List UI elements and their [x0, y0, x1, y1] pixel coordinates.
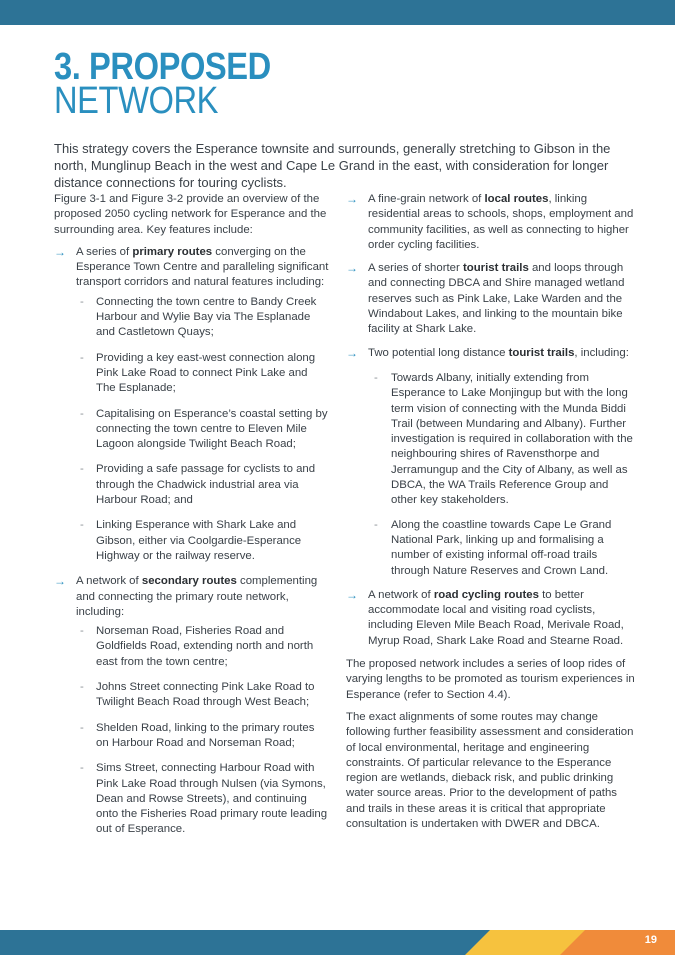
- long-distance-trails-sublist: [368, 371, 636, 579]
- page-title-line2: NETWORK: [54, 80, 219, 122]
- list-item: - Providing a key east-west connection along Pink Lake Road to connect Pink Lake and The Esplanade;: [80, 351, 316, 395]
- dash-icon: -: [80, 625, 84, 638]
- list-item: - Linking Esperance with Shark Lake and Gibson, either via Coolgardie-Esperance Highway or the railway reserve.: [80, 519, 302, 562]
- local-routes-item: → A fine-grain network of local routes, linking residential areas to schools, shops, employment and community facilities, as well as connecting to higher order cycling facilities.: [346, 192, 634, 251]
- arrow-right-icon: →: [346, 587, 358, 602]
- page-title-line1: 3. PROPOSED: [54, 46, 271, 88]
- tourist-trails-item: → A series of shorter tourist trails and loops through and connecting DBCA and Shire managed wetland reserves such as Pink Lake, Lake Warden and the Windabout Lakes, and linking to the mountain bike facility at Shark Lake.: [346, 261, 625, 336]
- road-cycling-routes-item: → A network of road cycling routes to better accommodate local and visiting road cyclists, including Eleven Mile Beach Road, Merivale Road, Myrup Road, Shark Lake Road and Stearne Road.: [346, 587, 624, 647]
- dash-icon: -: [80, 681, 84, 694]
- list-item: - Johns Street connecting Pink Lake Road to Twilight Beach Road through West Beach;: [80, 681, 315, 709]
- alignments-paragraph: The exact alignments of some routes may change following further feasibility assessment and consideration of local environmental, heritage and engineering constraints. Of particular relevance to the Esperance region are wetlands, dieback risk, and public drinking water source areas. Prior to the development of paths and trails in these areas it is critical that appropriate consultation is undertaken with DWER and DBCA.: [346, 710, 634, 830]
- list-item: - Norseman Road, Fisheries Road and Goldfields Road, extending north and north east from the town centre;: [80, 625, 314, 668]
- secondary-routes-sublist: [76, 624, 330, 838]
- long-distance-trails-item: → Two potential long distance tourist trails, including: - Towards Albany, initially extending from Esperance to Lake Monjingup but with the long term vision of connecting with the Munda Biddi Trail (between Mundaring and Albany). Further investigation is required in collaboration with the neighbouring shires of Ravensthorpe and Jerramungup and the City of Albany, as well as DBCA, the WA Trails Reference Group and other key stakeholders. - Along the coastline towards Cape Le Grand National Park, linking up and formalising a number of existing informal off-road trails through Nature Reserves and Crown Land.: [346, 346, 636, 579]
- key-features-list: [54, 245, 330, 838]
- page-title: [54, 46, 306, 122]
- arrow-right-icon: →: [346, 261, 358, 276]
- primary-routes-item: → A series of primary routes converging on the Esperance Town Centre and paralleling significant transport corridors and natural features including: - Connecting the town centre to Bandy Creek Harbour and Wylie Bay via The Esplanade and Castletown Quays; - Providing a key east-west connection along Pink Lake Road to connect Pink Lake and The Esplanade; - Capitalising on Esperance’s coastal setting by connecting the town centre to Eleven Mile Lagoon alongside Twilight Beach Road; - Providing a safe passage for cyclists to and through the Chadwick industrial area via Harbour Road; and - Linking Esperance with Shark Lake and Gibson, either via Coolgardie-Esperance Highway or the railway reserve.: [54, 245, 330, 564]
- arrow-right-icon: →: [346, 192, 358, 206]
- loop-rides-paragraph: The proposed network includes a series of loop rides of varying lengths to be promoted as tourism experiences in Esperance (refer to Section 4.4).: [346, 658, 635, 701]
- primary-routes-sublist: [76, 295, 330, 564]
- footer-bar: [0, 930, 675, 955]
- list-item: - Sims Street, connecting Harbour Road with Pink Lake Road through Nulsen (via Symons, Dean and Rowse Streets), and continuing onto the Fisheries Road primary route leading out of Esperance.: [80, 762, 328, 836]
- list-item: - Shelden Road, linking to the primary routes on Harbour Road and Norseman Road;: [80, 721, 315, 749]
- intro-paragraph: This strategy covers the Esperance townsite and surrounds, generally stretching to Gibson in the north, Munglinup Beach in the west and Cape Le Grand in the east, with consideration for longer distance connections for touring cyclists.: [54, 141, 611, 190]
- dash-icon: -: [80, 295, 84, 308]
- top-header-bar: [0, 0, 675, 25]
- arrow-right-icon: →: [54, 574, 66, 589]
- arrow-right-icon: →: [54, 244, 66, 259]
- arrow-right-icon: →: [346, 345, 358, 360]
- dash-icon: -: [80, 762, 84, 775]
- page-number: 19: [644, 934, 657, 946]
- list-item: - Capitalising on Esperance’s coastal setting by connecting the town centre to Eleven Mile Lagoon alongside Twilight Beach Road;: [80, 407, 328, 451]
- list-item: - Along the coastline towards Cape Le Grand National Park, linking up and formalising a number of existing informal off-road trails through Nature Reserves and Crown Land.: [374, 518, 612, 577]
- dash-icon: -: [374, 518, 378, 531]
- overview-paragraph: Figure 3-1 and Figure 3-2 provide an overview of the proposed 2050 cycling network for Esperance and the surrounding area. Key features include:: [54, 193, 327, 236]
- dash-icon: -: [80, 463, 84, 476]
- dash-icon: -: [80, 351, 84, 364]
- dash-icon: -: [80, 519, 84, 532]
- secondary-routes-item: → A network of secondary routes complementing and connecting the primary route network, including: - Norseman Road, Fisheries Road and Goldfields Road, extending north and north east from the town centre; - Johns Street connecting Pink Lake Road to Twilight Beach Road through West Beach; - Shelden Road, linking to the primary routes on Harbour Road and Norseman Road; - Sims Street, connecting Harbour Road with Pink Lake Road through Nulsen (via Symons, Dean and Rowse Streets), and continuing onto the Fisheries Road primary route leading out of Esperance.: [54, 574, 330, 837]
- dash-icon: -: [80, 721, 84, 734]
- dash-icon: -: [374, 371, 378, 384]
- right-column: [346, 192, 636, 839]
- key-features-list-continued: [346, 192, 636, 649]
- left-column: [54, 192, 330, 848]
- dash-icon: -: [80, 407, 84, 420]
- list-item: - Providing a safe passage for cyclists to and through the Chadwick industrial area via Harbour Road; and: [80, 463, 316, 507]
- list-item: - Towards Albany, initially extending from Esperance to Lake Monjingup but with the long term vision of connecting with the Munda Biddi Trail (between Mundaring and Albany). Further investigation is required in collaboration with the neighbouring shires of Ravensthorpe and Jerramungup and the City of Albany, as well as DBCA, the WA Trails Reference Group and other key stakeholders.: [374, 371, 633, 507]
- list-item: - Connecting the town centre to Bandy Creek Harbour and Wylie Bay via The Esplanade and Castletown Quays;: [80, 295, 317, 339]
